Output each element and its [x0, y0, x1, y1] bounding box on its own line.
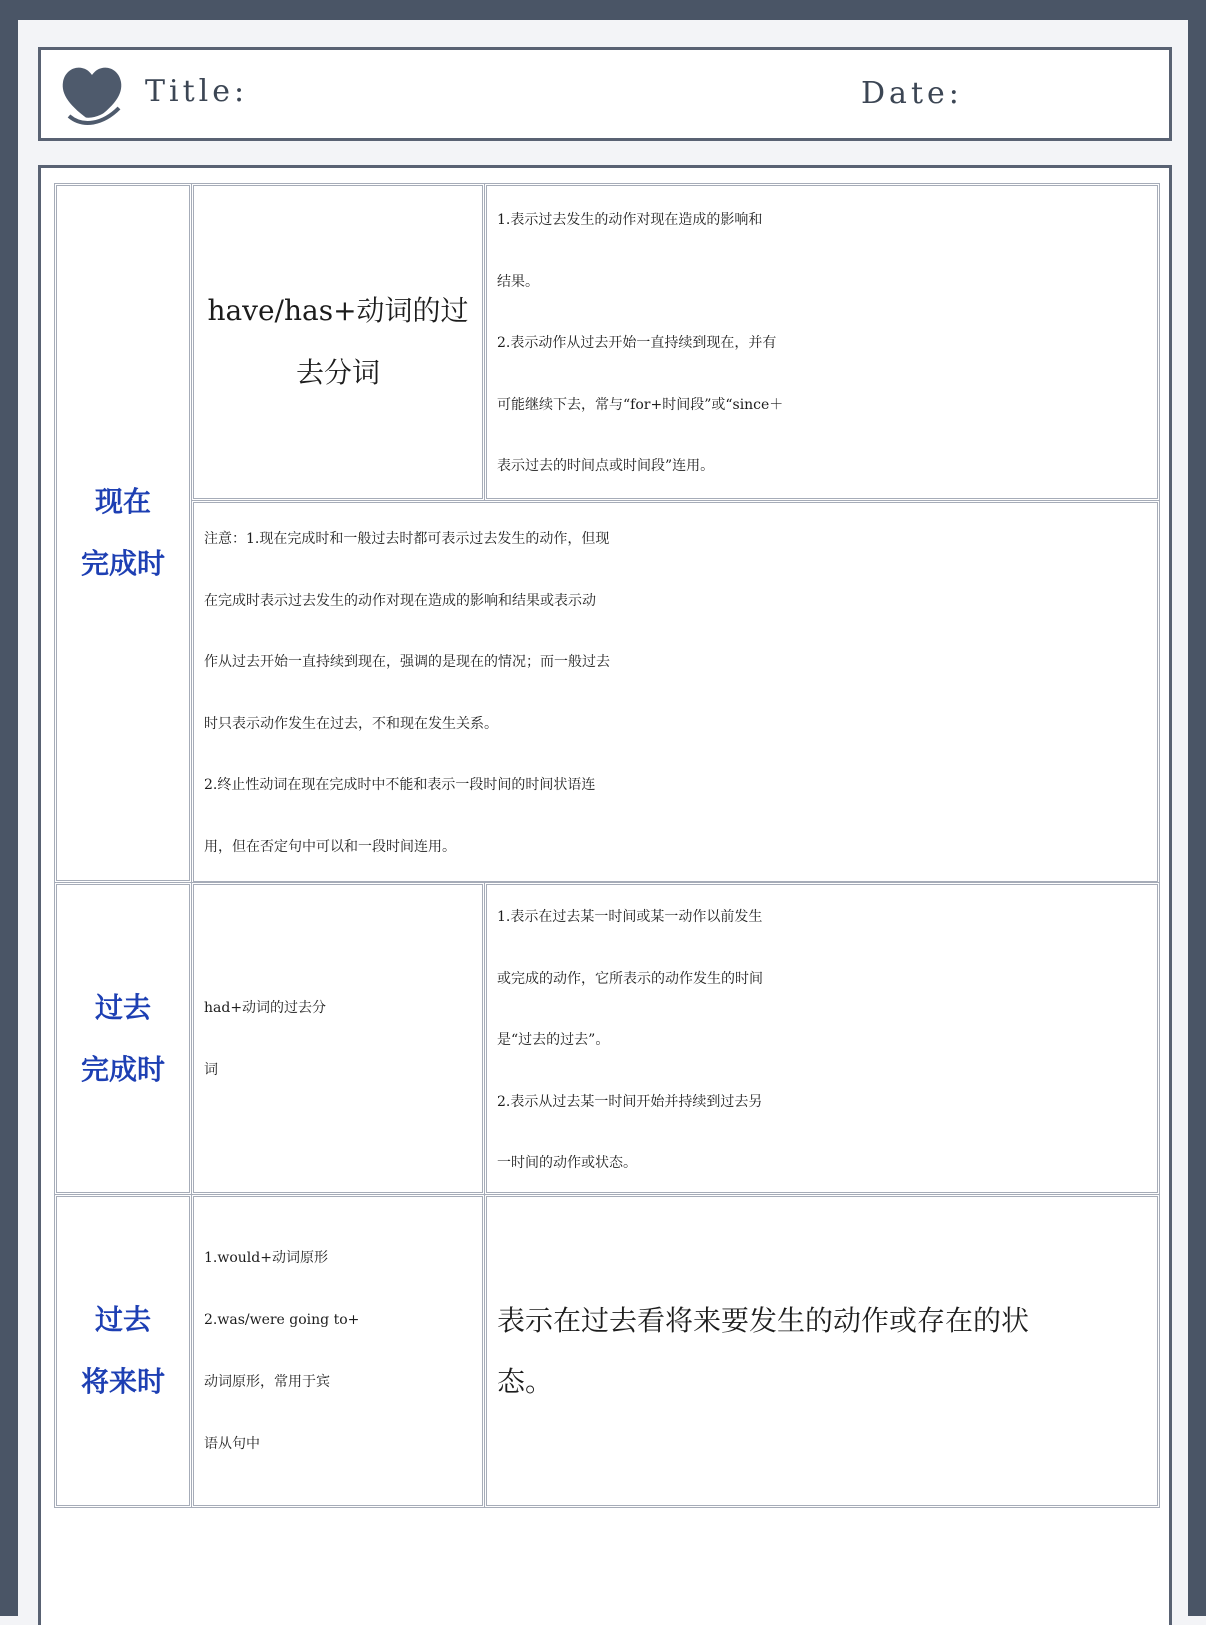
note-text: 在完成时表示过去发生的动作对现在造成的影响和结果或表示动 — [204, 592, 596, 609]
note-text: 注意：1.现在完成时和一般过去时都可表示过去发生的动作，但现 — [204, 531, 610, 547]
form-text: 2.was/were going to+ — [204, 1312, 360, 1328]
form-text: 动词原形，常用于宾 — [204, 1374, 330, 1390]
form-text: 词 — [204, 1061, 218, 1078]
usage-text: 2.表示从过去某一时间开始并持续到过去另 — [497, 1093, 763, 1110]
usage-text: 结果。 — [497, 273, 539, 290]
usage-text: 或完成的动作，它所表示的动作发生的时间 — [497, 970, 763, 987]
grammar-sheet — [38, 165, 1172, 1625]
usage-text: 表示过去的时间点或时间段”连用。 — [497, 458, 715, 474]
tense-cell-past-perfect — [54, 882, 192, 1195]
form-text: 1.would+动词原形 — [204, 1250, 328, 1266]
tense-label: 完成时 — [80, 1052, 165, 1086]
form-text: have/has+动词的过 — [207, 294, 469, 327]
form-cell-future-in-past — [191, 1194, 485, 1508]
usage-text: 1.表示过去发生的动作对现在造成的影响和 — [497, 212, 763, 228]
note-text: 用，但在否定句中可以和一段时间连用。 — [204, 838, 456, 855]
tense-label: 过去 — [94, 1303, 151, 1336]
form-text: had+动词的过去分 — [204, 999, 327, 1016]
tense-cell-present-perfect — [54, 183, 192, 883]
usage-text: 一时间的动作或状态。 — [497, 1155, 637, 1171]
usage-cell-past-perfect — [484, 882, 1160, 1195]
tense-label: 过去 — [94, 990, 151, 1024]
usage-text: 是“过去的过去”。 — [497, 1032, 610, 1048]
title-label: Title: — [145, 74, 249, 109]
usage-text: 表示在过去看将来要发生的动作或存在的状 — [497, 1303, 1030, 1337]
header-box — [38, 47, 1172, 141]
tense-label: 现在 — [94, 485, 151, 518]
form-cell-past-perfect — [191, 882, 485, 1195]
note-text: 作从过去开始一直持续到现在，强调的是现在的情况；而一般过去 — [204, 654, 610, 670]
date-label: Date: — [861, 76, 963, 111]
tense-label: 将来时 — [80, 1365, 165, 1398]
note-text: 时只表示动作发生在过去，不和现在发生关系。 — [204, 715, 498, 732]
usage-text: 2.表示动作从过去开始一直持续到现在，并有 — [497, 335, 777, 351]
heart-icon — [59, 62, 125, 126]
usage-text: 可能继续下去，常与“for+时间段”或“since＋ — [497, 396, 784, 413]
usage-text: 1.表示在过去某一时间或某一动作以前发生 — [497, 909, 763, 925]
usage-block — [497, 1290, 1029, 1413]
note-text: 2.终止性动词在现在完成时中不能和表示一段时间的时间状语连 — [204, 777, 596, 793]
usage-text: 态。 — [497, 1365, 554, 1398]
note-cell-present-perfect — [191, 500, 1160, 884]
tense-cell-future-in-past — [54, 1194, 192, 1508]
tense-label: 完成时 — [80, 547, 165, 580]
form-text: 去分词 — [295, 356, 380, 389]
form-cell-present-perfect — [191, 183, 485, 501]
tense-table — [54, 183, 1160, 1513]
form-text: 语从句中 — [204, 1436, 260, 1452]
usage-cell-future-in-past — [484, 1194, 1160, 1508]
usage-cell-present-perfect — [484, 183, 1160, 501]
